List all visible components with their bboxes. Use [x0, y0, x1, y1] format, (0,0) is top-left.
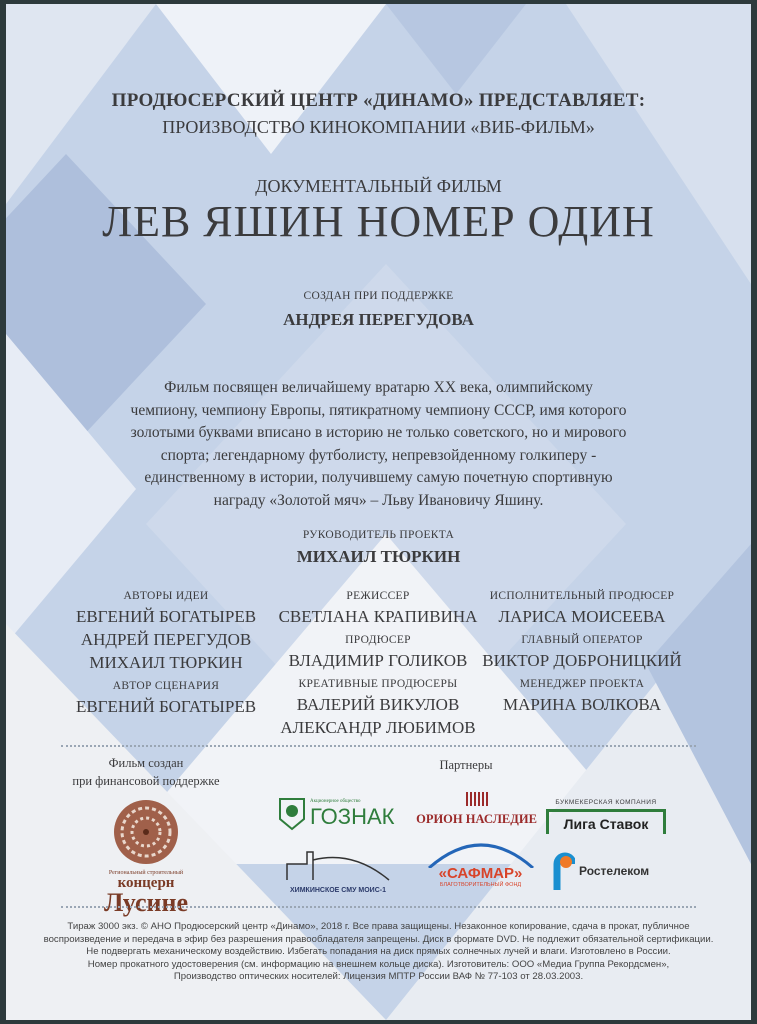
description-line: чемпиону, чемпиону Европы, пятикратному чемпиону СССР, имя которого [130, 401, 627, 419]
production-line: ПРОИЗВОДСТВО КИНОКОМПАНИИ «ВИБ-ФИЛЬМ» [162, 117, 595, 137]
film-title: ЛЕВ ЯШИН НОМЕР ОДИН [102, 197, 655, 246]
credit-label: ИСПОЛНИТЕЛЬНЫЙ ПРОДЮСЕР [489, 590, 675, 602]
rostelecom-logo [551, 850, 661, 892]
liga-subtitle: БУКМЕКЕРСКАЯ КОМПАНИЯ [555, 799, 657, 806]
spiral-emblem-icon [113, 799, 179, 865]
fine-print-line: воспроизведение и передача в эфир без разрешения правообладателя запрещены. Диск в формате DVD. Не подлежит обязательной сертификации. [43, 933, 714, 945]
description-line: Фильм посвящен величайшему вратарю XX века, олимпийскому [164, 379, 593, 396]
rostelecom-name: Ростелеком [579, 864, 650, 878]
description-line: награду «Золотой мяч» – Льву Ивановичу Яшину. [213, 491, 544, 509]
description-line: спорта; легендарному футболисту, непревзойденному голкиперу - [160, 446, 597, 464]
credit-name: ВАЛЕРИЙ ВИКУЛОВ [296, 695, 460, 714]
orion-name: ОРИОН НАСЛЕДИЕ [416, 812, 537, 826]
himki-name: ХИМКИНСКОЕ СМУ МОИС-1 [290, 887, 386, 894]
credit-label: ГЛАВНЫЙ ОПЕРАТОР [521, 634, 643, 646]
goznak-name: ГОЗНАК [310, 803, 395, 829]
credits-column-authors [46, 584, 286, 718]
financial-support-label [61, 754, 231, 790]
credit-name: ЛАРИСА МОИСЕЕВА [498, 607, 666, 626]
credit-label: МЕНЕДЖЕР ПРОЕКТА [519, 678, 645, 690]
fine-print-line: Номер прокатного удостоверения (см. информацию на внешнем кольце диска). Изготовитель: ООО «Медиа Группа Рекордсмен», [87, 958, 670, 970]
description-line: золотыми буквами вписано в историю не только советского, но и мирового [130, 424, 627, 441]
goznak-subtitle: Акционерное общество [310, 798, 361, 804]
credit-name: ЕВГЕНИЙ БОГАТЫРЕВ [75, 607, 257, 626]
fine-print-line: Тираж 3000 экз. © АНО Продюсерский центр «Динамо», 2018 г. Все права защищены. Незаконное копирование, сдача в прокат, публичное [67, 921, 690, 932]
credit-name: АНДРЕЙ ПЕРЕГУДОВ [80, 630, 252, 649]
safmar-name: «САФМАР» [438, 865, 523, 882]
label-line: Фильм создан [108, 756, 184, 770]
safmar-subtitle: БЛАГОТВОРИТЕЛЬНЫЙ ФОНД [439, 882, 522, 888]
lusine-line1: концерн [117, 875, 175, 891]
building-arch-icon [283, 846, 393, 882]
credit-label: РЕЖИССЕР [346, 590, 410, 602]
rostelecom-emblem-icon [551, 850, 575, 892]
credit-name: ВЛАДИМИР ГОЛИКОВ [288, 651, 468, 670]
credit-label: КРЕАТИВНЫЕ ПРОДЮСЕРЫ [298, 678, 458, 690]
label-line: при финансовой поддержке [72, 774, 220, 788]
credit-label: АВТОР СЦЕНАРИЯ [112, 680, 220, 692]
goznak-emblem-icon [278, 797, 306, 831]
lusine-name: Лусине [104, 888, 188, 917]
film-genre: ДОКУМЕНТАЛЬНЫЙ ФИЛЬМ [255, 176, 502, 196]
credits-column-producers [462, 584, 702, 716]
orion-logo [414, 792, 539, 827]
description-line: единственному в истории, получившему самую почетную спортивную [144, 469, 613, 486]
credit-label: АВТОРЫ ИДЕИ [123, 590, 209, 602]
fine-print-line: Производство оптических носителей: Лицензия МПТР России ВАФ № 77-103 от 28.03.2003. [173, 971, 584, 982]
film-description [6, 377, 751, 512]
credit-name: ЕВГЕНИЙ БОГАТЫРЕВ [75, 697, 257, 716]
credit-name: МИХАИЛ ТЮРКИН [89, 653, 243, 672]
support-name: АНДРЕЯ ПЕРЕГУДОВА [283, 310, 474, 329]
credit-name: МАРИНА ВОЛКОВА [503, 695, 661, 714]
lusine-logo [91, 799, 201, 916]
fine-print-line: Не подвергать механическому воздействию. Избегать попадания на диск прямых солнечных лучей и влаги. Изготовлено в России. [86, 946, 671, 957]
dvd-back-cover [6, 4, 751, 1020]
support-label: СОЗДАН ПРИ ПОДДЕРЖКЕ [303, 290, 454, 302]
divider [61, 906, 696, 908]
legal-fine-print [6, 921, 751, 984]
goznak-logo [278, 797, 398, 831]
safmar-logo [418, 842, 543, 888]
partners-label: Партнеры [439, 758, 493, 772]
credit-name: СВЕТЛАНА КРАПИВИНА [278, 607, 478, 626]
project-lead-name: МИХАИЛ ТЮРКИН [296, 547, 461, 566]
liga-name: Лига Ставок [546, 809, 666, 834]
project-lead-label: РУКОВОДИТЕЛЬ ПРОЕКТА [302, 529, 455, 541]
credit-name: АЛЕКСАНДР ЛЮБИМОВ [280, 718, 476, 737]
credit-label: ПРОДЮСЕР [345, 634, 411, 646]
presenter-line: ПРОДЮСЕРСКИЙ ЦЕНТР «ДИНАМО» ПРЕДСТАВЛЯЕТ: [111, 90, 646, 111]
lusine-subtitle: Региональный строительный [108, 870, 184, 876]
credit-name: ВИКТОР ДОБРОНИЦКИЙ [482, 651, 682, 670]
divider [61, 745, 696, 747]
himki-smu-logo [278, 846, 398, 894]
liga-stavok-logo [546, 799, 666, 834]
barcode-icon [466, 792, 488, 806]
